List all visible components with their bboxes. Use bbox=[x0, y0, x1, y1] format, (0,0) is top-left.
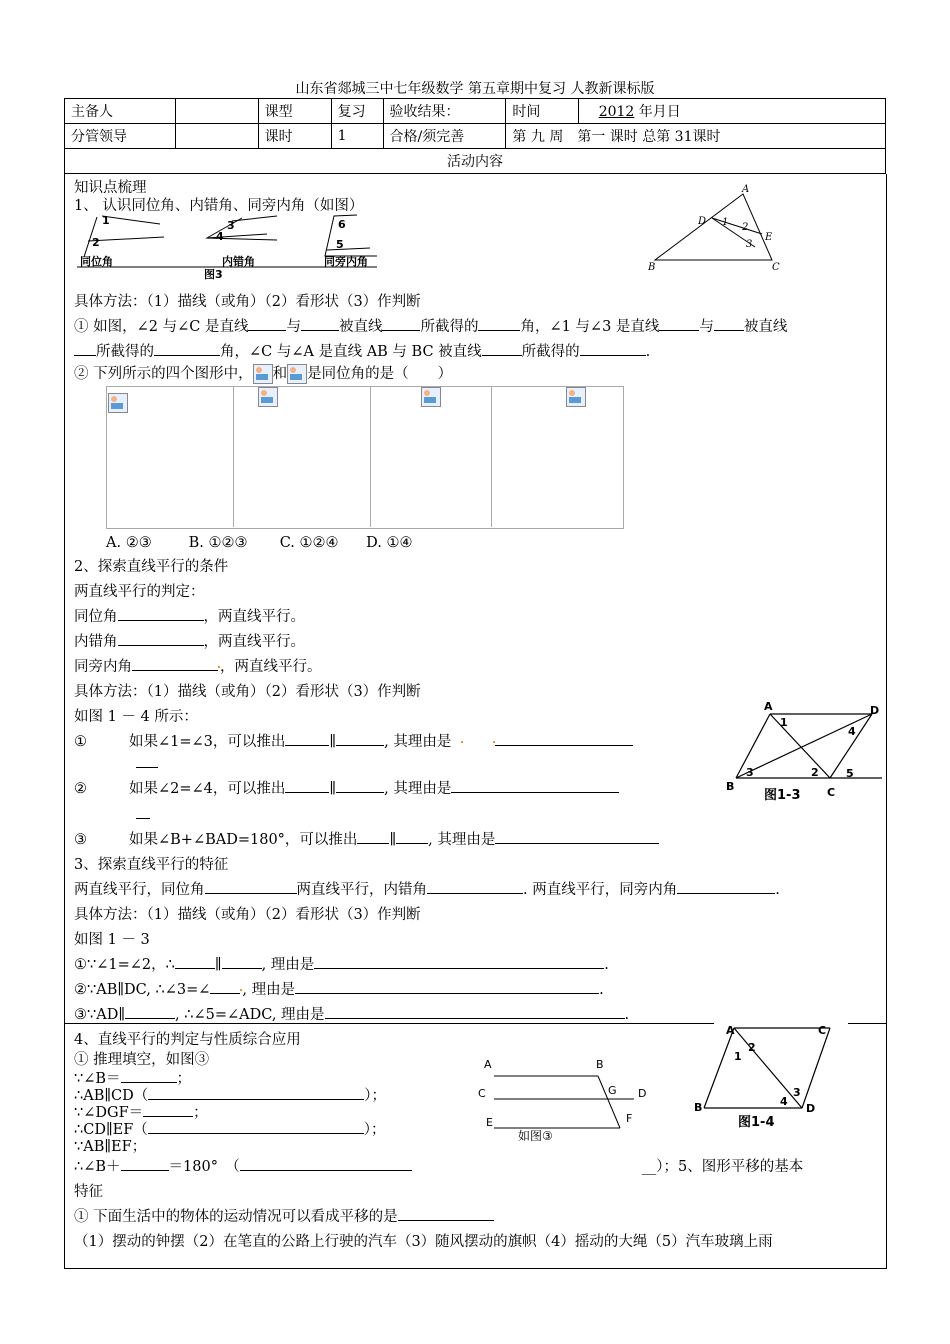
value-time bbox=[579, 99, 886, 124]
question-1-line-1 bbox=[74, 315, 787, 336]
method-text: 具体方法：（1）描线（或角）（2）看形状（3）作判断 bbox=[74, 907, 421, 923]
q-text: . 两直线平行，同旁内角 bbox=[523, 882, 678, 898]
label-acceptance: 验收结果： bbox=[383, 99, 506, 124]
method-text: 具体方法：（1）描线（或角）（2）看形状（3）作判断 bbox=[74, 294, 421, 310]
figure-3b bbox=[474, 1052, 664, 1147]
q-text: 两直线平行，内错角 bbox=[296, 882, 427, 898]
q-text: ，两直线平行。 bbox=[220, 659, 322, 675]
document-title: 山东省郯城三中七年级数学 第五章期中复习 人教新课标版 bbox=[295, 81, 655, 97]
criterion-2 bbox=[74, 630, 305, 651]
q-text: 角，∠C 与∠A 是直线 AB 与 BC 被直线 bbox=[220, 344, 482, 360]
value-periods: 1 bbox=[331, 124, 383, 149]
section-2-title: 2、探索直线平行的条件 bbox=[74, 559, 229, 575]
method-text: 具体方法：（1）描线（或角）（2）看形状（3）作判断 bbox=[74, 684, 421, 700]
q-text: ③ bbox=[74, 832, 87, 848]
q-text: ② bbox=[74, 781, 87, 797]
fig3-label-cointerior: 同旁内角 bbox=[324, 255, 368, 268]
tri-label-e: E bbox=[765, 232, 773, 243]
tri-angle-3: 3 bbox=[746, 239, 753, 250]
option-b[interactable]: B. ①②③ bbox=[188, 535, 248, 551]
divider bbox=[491, 386, 492, 527]
figure-grid bbox=[106, 386, 624, 529]
fig3-label-alternate: 内错角 bbox=[222, 255, 255, 268]
fig13-label-a: A bbox=[764, 700, 773, 713]
fig14-label-c: C bbox=[818, 1024, 827, 1037]
q-text: , 理由是 bbox=[242, 982, 296, 998]
q-text: . bbox=[645, 344, 651, 360]
q-text: . bbox=[775, 882, 780, 898]
divider bbox=[233, 386, 234, 527]
q-text: , 其理由是 bbox=[384, 734, 452, 750]
fig13-label-c: C bbox=[827, 786, 836, 799]
q-text: ∥ bbox=[329, 781, 337, 797]
divider bbox=[848, 1023, 886, 1024]
fig14-label-a: A bbox=[726, 1024, 735, 1037]
q-text: ∴∠B＋ bbox=[74, 1159, 121, 1175]
q-text: , ∴∠5=∠ADC, 理由是 bbox=[175, 1007, 325, 1023]
fig13-angle-1: 1 bbox=[780, 716, 788, 729]
q-text: ② 下列所示的四个图形中， bbox=[74, 366, 253, 382]
fig3b-label-e: E bbox=[486, 1116, 493, 1129]
fig13-caption: 图1-3 bbox=[764, 788, 801, 803]
fig14-angle-3: 3 bbox=[793, 1086, 801, 1099]
value-acceptance: 合格/须完善 bbox=[383, 124, 506, 149]
section-5-question bbox=[74, 1205, 494, 1226]
table-row bbox=[65, 124, 886, 149]
reason-2 bbox=[74, 978, 604, 999]
tri-angle-1: 1 bbox=[722, 217, 729, 228]
q-text: 内错角 bbox=[74, 634, 118, 650]
q-text: ③∵AD∥ bbox=[74, 1007, 126, 1023]
fig3-num-6: 6 bbox=[338, 218, 346, 231]
q-text: ②∵AB∥DC, ∴∠3=∠ bbox=[74, 982, 211, 998]
fig3-num-1: 1 bbox=[102, 214, 110, 227]
fig13-angle-4: 4 bbox=[848, 725, 856, 738]
step-5: ∵AB∥EF； bbox=[74, 1139, 147, 1155]
fig3-num-4: 4 bbox=[216, 230, 224, 243]
image-icon bbox=[108, 393, 128, 413]
triangle-figure bbox=[640, 180, 790, 275]
q-text: 与 bbox=[699, 319, 714, 335]
fig3-num-5: 5 bbox=[336, 238, 344, 251]
q-text: 被直线 bbox=[338, 319, 383, 335]
q-text: 如果∠2=∠4，可以推出 bbox=[129, 781, 286, 797]
year: 2012 bbox=[598, 104, 635, 120]
figure-1-4 bbox=[690, 1020, 850, 1132]
section-5-options: （1）摆动的钟摆（2）在笔直的公路上行驶的汽车（3）随风摆动的旗帜（4）摇动的大绳（5）汽车玻璃上雨 bbox=[74, 1234, 773, 1250]
fig3b-label-a: A bbox=[484, 1058, 492, 1071]
q-text: 同位角 bbox=[74, 609, 118, 625]
q-text: ∥ bbox=[329, 734, 337, 750]
question-1-line-2 bbox=[74, 340, 650, 361]
q-text: ，两直线平行。 bbox=[203, 609, 305, 625]
q-text: __）；5、图形平移的基本 bbox=[641, 1159, 804, 1175]
item-2 bbox=[74, 777, 619, 798]
label-preparer: 主备人 bbox=[65, 99, 176, 124]
blank bbox=[136, 767, 158, 768]
header-table bbox=[64, 98, 886, 174]
q-text: ）； bbox=[363, 1122, 386, 1138]
fig14-label-b: B bbox=[694, 1101, 703, 1114]
q-text: ＝180° （ bbox=[168, 1159, 240, 1175]
q-text: ； bbox=[176, 1071, 192, 1087]
image-icon bbox=[258, 387, 278, 407]
fig3b-label-f: F bbox=[626, 1112, 633, 1125]
figure-1-3 bbox=[722, 700, 888, 804]
q-text: ∵∠B＝ bbox=[74, 1071, 121, 1087]
q-text: ① 下面生活中的物体的运动情况可以看成平移的是 bbox=[74, 1209, 398, 1225]
fig13-angle-5: 5 bbox=[846, 767, 854, 780]
tri-label-b: B bbox=[648, 262, 656, 273]
criterion-1 bbox=[74, 605, 305, 626]
fig3-num-3: 3 bbox=[227, 219, 235, 232]
q-text: ∥ bbox=[389, 832, 397, 848]
q-text: 如果∠1=∠3，可以推出 bbox=[129, 734, 286, 750]
table-row bbox=[65, 149, 886, 174]
option-d[interactable]: D. ①④ bbox=[366, 535, 413, 551]
step-6 bbox=[74, 1155, 803, 1176]
q-text: 如果∠B+∠BAD=180°，可以推出 bbox=[129, 832, 358, 848]
q-text: ① 如图，∠2 与∠C 是直线 bbox=[74, 319, 249, 335]
item-3 bbox=[74, 828, 659, 849]
q-text: ； bbox=[193, 1105, 208, 1121]
option-a[interactable]: A. ②③ bbox=[106, 535, 152, 551]
options-row bbox=[106, 535, 413, 551]
section-3-line bbox=[74, 878, 780, 899]
fig3-num-2: 2 bbox=[92, 236, 100, 249]
figure-ref: 如图 1 － 4 所示： bbox=[74, 709, 198, 725]
image-icon bbox=[253, 364, 273, 384]
label-supervisor: 分管领导 bbox=[65, 124, 176, 149]
q-text: 所截得的 bbox=[96, 344, 154, 360]
step-7: 特征 bbox=[74, 1184, 103, 1200]
divider bbox=[370, 386, 371, 527]
reason-3 bbox=[74, 1003, 629, 1024]
table-row bbox=[65, 99, 886, 124]
date-suffix: 年月日 bbox=[638, 104, 681, 120]
q-text: ）； bbox=[364, 1088, 387, 1104]
q-text: ∴CD∥EF（ bbox=[74, 1122, 148, 1138]
fig13-angle-3: 3 bbox=[746, 766, 754, 779]
section-heading: 知识点梳理 bbox=[74, 180, 147, 196]
image-icon bbox=[421, 387, 441, 407]
section-3-title: 3、探索直线平行的特征 bbox=[74, 857, 229, 873]
q-text: , 理由是 bbox=[261, 957, 315, 973]
q-text: ①∵∠1=∠2，∴ bbox=[74, 957, 175, 973]
fig3b-caption: 如图③ bbox=[518, 1129, 553, 1143]
fig3b-label-c: C bbox=[478, 1087, 486, 1100]
q-text: 和 bbox=[272, 366, 288, 382]
label-time: 时间 bbox=[506, 99, 579, 124]
q-text: 所截得的 bbox=[420, 319, 479, 335]
q-text: 同旁内角 bbox=[74, 659, 132, 675]
q-text: ∥ bbox=[214, 957, 222, 973]
q-text: 角，∠1 与∠3 是直线 bbox=[520, 319, 660, 335]
criterion-3 bbox=[74, 655, 322, 676]
section-4-sub: ① 推理填空，如图③ bbox=[74, 1052, 210, 1068]
q-text: . bbox=[599, 982, 604, 998]
blank bbox=[136, 818, 150, 819]
q-text: 与 bbox=[286, 319, 301, 335]
image-icon bbox=[566, 387, 586, 407]
fig14-label-d: D bbox=[806, 1102, 816, 1115]
figure-ref: 如图 1 － 3 bbox=[74, 932, 150, 948]
label-periods: 课时 bbox=[258, 124, 331, 149]
reason-1 bbox=[74, 953, 609, 974]
image-icon bbox=[287, 364, 307, 384]
fig3-label-corresponding: 同位角 bbox=[80, 255, 113, 268]
q-text: , 其理由是 bbox=[428, 832, 496, 848]
fig3-caption: 图3 bbox=[204, 268, 223, 280]
item-1 bbox=[74, 730, 633, 751]
question-2 bbox=[74, 362, 452, 384]
q-text: 所截得的 bbox=[521, 344, 580, 360]
fig13-label-d: D bbox=[870, 704, 880, 717]
option-c[interactable]: C. ①②④ bbox=[279, 535, 339, 551]
value-supervisor bbox=[175, 124, 258, 149]
q-text: , 其理由是 bbox=[384, 781, 452, 797]
fig13-label-b: B bbox=[726, 780, 735, 793]
section-2-sub: 两直线平行的判定： bbox=[74, 584, 205, 600]
q-text: ，两直线平行。 bbox=[203, 634, 305, 650]
fig14-angle-1: 1 bbox=[734, 1050, 742, 1063]
fig13-angle-2: 2 bbox=[811, 766, 819, 779]
value-lesson-type: 复习 bbox=[331, 99, 383, 124]
q-text: . bbox=[624, 1007, 630, 1023]
fig14-angle-2: 2 bbox=[748, 1041, 756, 1054]
section-4-title: 4、直线平行的判定与性质综合应用 bbox=[74, 1032, 301, 1048]
q-text: 被直线 bbox=[743, 319, 788, 335]
fig14-caption: 图1-4 bbox=[738, 1115, 775, 1130]
tri-label-c: C bbox=[772, 262, 780, 273]
q-text: . bbox=[604, 957, 609, 973]
figure-3 bbox=[72, 212, 382, 280]
tri-angle-2: 2 bbox=[742, 222, 749, 233]
value-preparer bbox=[175, 99, 258, 124]
q-text: ∴AB∥CD（ bbox=[74, 1088, 149, 1104]
fig3b-label-d: D bbox=[638, 1087, 647, 1100]
tri-label-a: A bbox=[742, 184, 750, 195]
q-text: ① bbox=[74, 734, 87, 750]
fig3b-label-g: G bbox=[608, 1084, 617, 1097]
value-week: 第 九 周 第一 课时 总第 31课时 bbox=[506, 124, 886, 149]
q-text: 两直线平行，同位角 bbox=[74, 882, 205, 898]
q-text: ∵∠DGF＝ bbox=[74, 1105, 144, 1121]
fig14-angle-4: 4 bbox=[780, 1095, 788, 1108]
fig3b-label-b: B bbox=[596, 1058, 604, 1071]
tri-label-d: D bbox=[698, 216, 707, 227]
q-text: 是同位角的是（ ） bbox=[307, 366, 453, 382]
label-lesson-type: 课型 bbox=[258, 99, 331, 124]
activity-header: 活动内容 bbox=[65, 149, 886, 174]
section-1-title: 1、 认识同位角、内错角、同旁内角（如图） bbox=[74, 198, 364, 214]
